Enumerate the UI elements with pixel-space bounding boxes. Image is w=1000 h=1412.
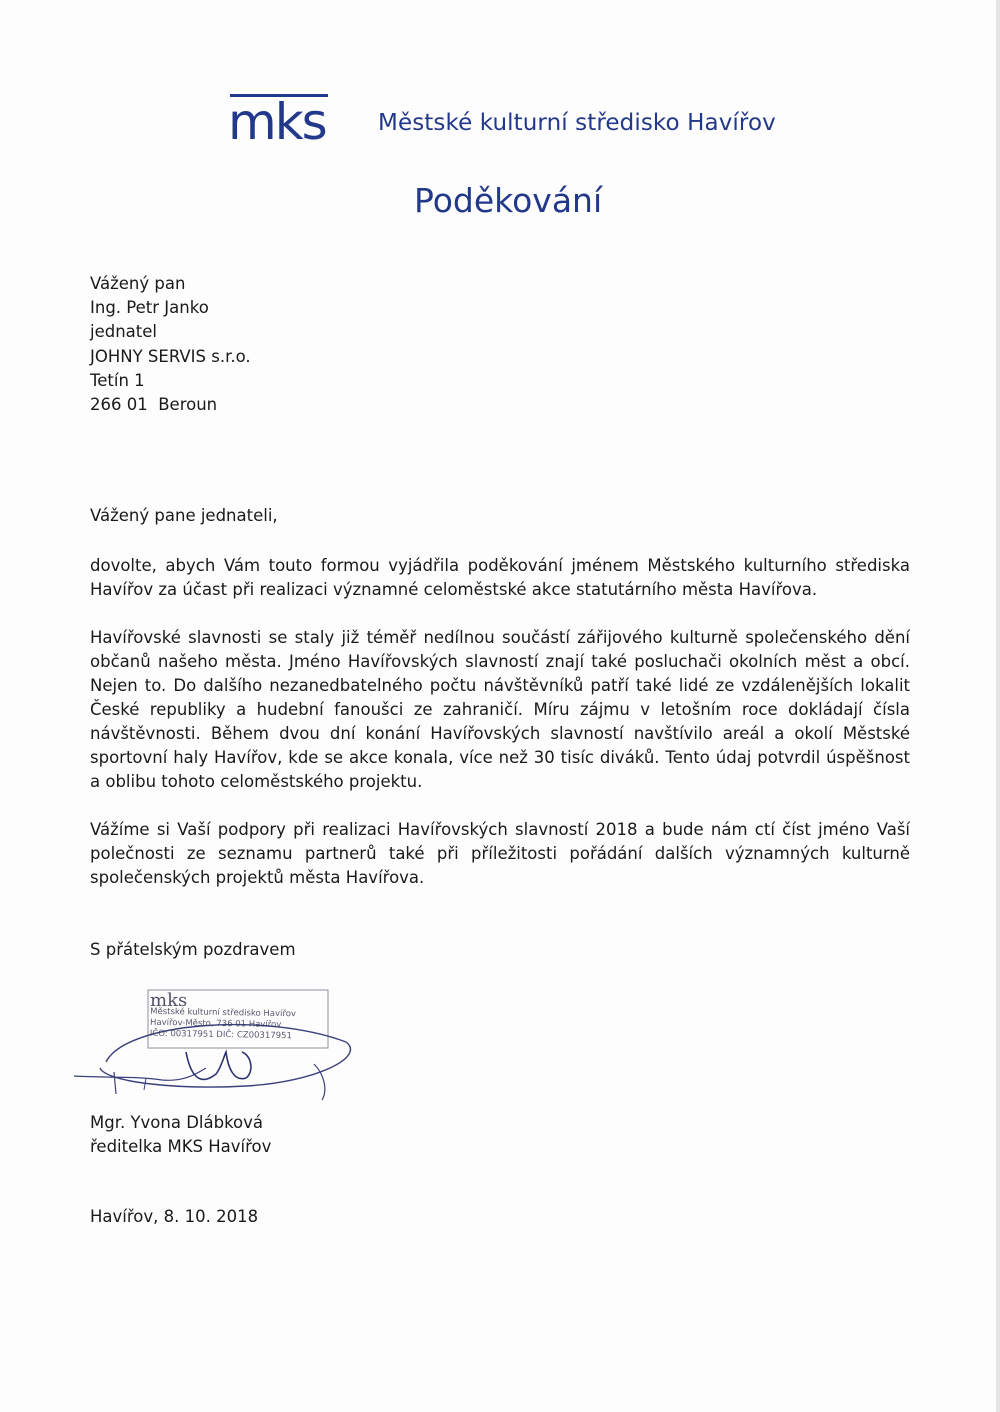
address-line: jednatel <box>90 322 157 342</box>
signer-name: Mgr. Yvona Dlábková <box>90 1113 264 1132</box>
letter-title: Poděkování <box>414 181 603 220</box>
organization-name: Městské kulturní středisko Havířov <box>378 110 776 136</box>
scan-edge <box>996 0 1000 1412</box>
place-date: Havířov, 8. 10. 2018 <box>90 1207 259 1226</box>
address-line: JOHNY SERVIS s.r.o. <box>90 346 251 366</box>
paragraph: dovolte, abych Vám touto formou vyjádřila poděkování jménem Městského kulturního střediska Havířov za účast při realizaci významné celoměstské akce statutárního města Havířova. <box>90 556 910 599</box>
stamp-text <box>150 1007 296 1043</box>
stamp-line: Havířov-Město, 736 01 Havířov <box>149 1017 282 1031</box>
paragraph: Vážíme si Vaší podpory při realizaci Havířovských slavností 2018 a bude nám ctí číst jméno Vaší polečnosti ze seznamu partnerů také při příležitosti pořádání dalších významných kulturně společenských projektů města Havířova. <box>90 820 910 887</box>
signature-stamp <box>66 982 366 1102</box>
address-line: Ing. Petr Janko <box>90 298 209 318</box>
logo-text: mks <box>228 93 326 144</box>
recipient-address <box>90 272 251 417</box>
closing: S přátelským pozdravem <box>90 940 296 959</box>
stamp-logo: mks <box>150 990 188 1011</box>
signer-block <box>90 1111 271 1159</box>
stamp-line: Městské kulturní středisko Havířov <box>150 1006 297 1020</box>
address-line: Vážený pan <box>90 274 186 293</box>
paragraph: Havířovské slavnosti se staly již téměř nedílnou součástí zářijového kulturně společenského dění občanů našeho města. Jméno Havířovských slavností znají také posluchači okolních měst a obcí. Nejen to. Do dalšího nezanedbatelného počtu návštěvníků patří také lidé ze vzdálenějších lokalit České republiky a hudební fanoušci ze zahraničí. Míru zájmu v letošním roce dokládají čísla návštěvnosti. Během dvou dní konání Havířovských slavností navštívilo areál a okolí Městské sportovní haly Havířov, kde se akce konala, více než 30 tisíc diváků. Tento údaj potvrdil úspěšnost a oblibu tohoto celoměstského projektu. <box>90 628 910 791</box>
stamp-line: IČO: 00317951 DIČ: CZ00317951 <box>149 1028 292 1042</box>
mks-logo <box>226 92 338 144</box>
address-line: Tetín 1 <box>90 370 145 390</box>
salutation: Vážený pane jednateli, <box>90 506 278 525</box>
signer-role: ředitelka MKS Havířov <box>90 1137 272 1156</box>
address-line: 266 01 Beroun <box>90 395 218 415</box>
